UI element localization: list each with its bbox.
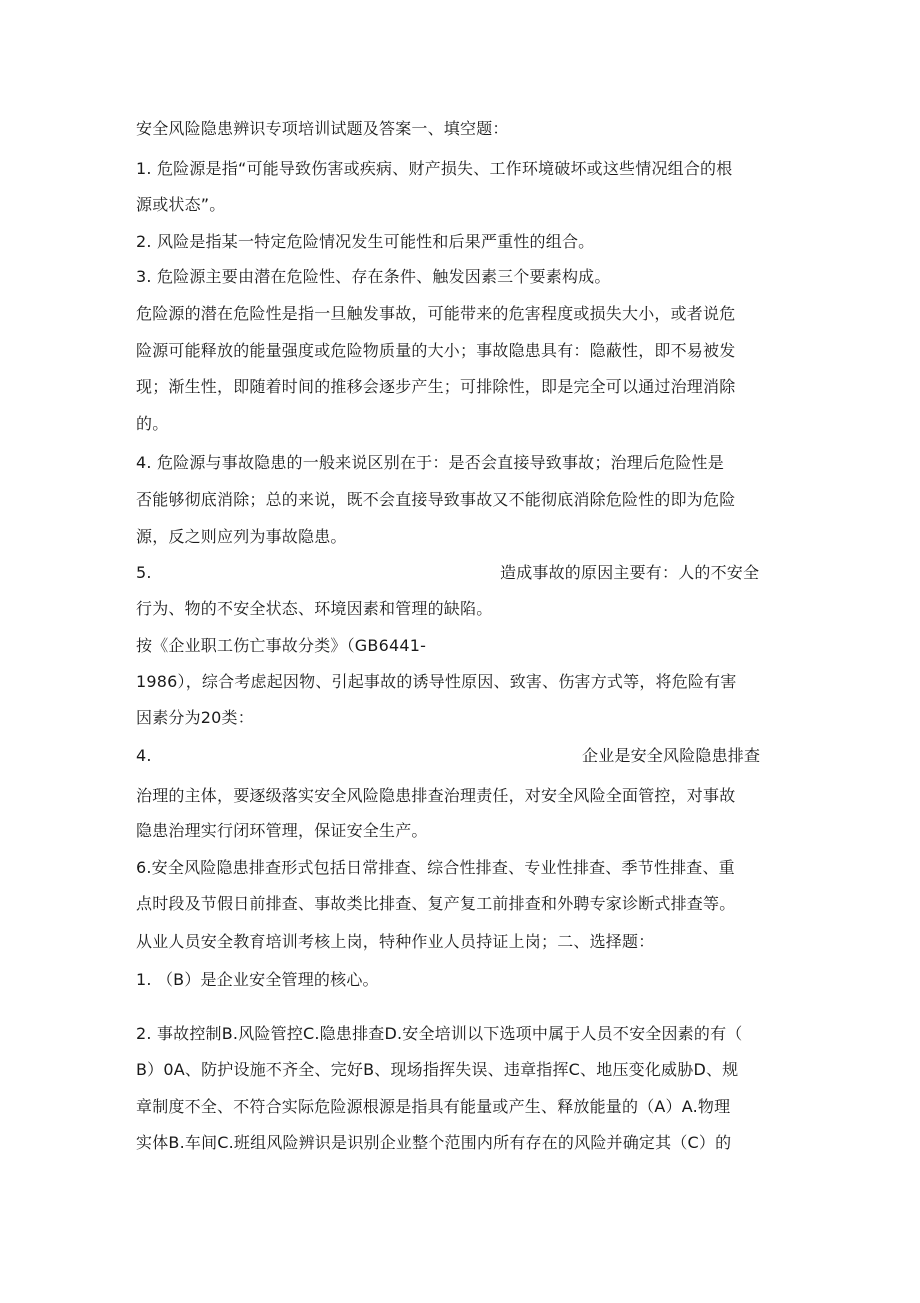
text-line: 造成事故的原因主要有：人的不安全 bbox=[500, 563, 760, 582]
text-line: 按《企业职工伤亡事故分类》（GB6441- bbox=[136, 636, 427, 655]
text-line: 5. bbox=[136, 563, 152, 582]
text-line: 隐患治理实行闭环管理，保证安全生产。 bbox=[136, 821, 428, 840]
text-line: 4. 危险源与事故隐患的一般来说区别在于：是否会直接导致事故；治理后危险性是 bbox=[136, 453, 724, 472]
text-line: B）0A、防护设施不齐全、完好B、现场指挥失误、违章指挥C、地压变化威胁D、规 bbox=[136, 1060, 739, 1079]
text-line: 治理的主体，要逐级落实安全风险隐患排查治理责任，对安全风险全面管控，对事故 bbox=[136, 786, 736, 805]
text-line: 点时段及节假日前排查、事故类比排查、复产复工前排查和外聘专家诊断式排查等。 bbox=[136, 894, 736, 913]
text-line: 危险源的潜在危险性是指一旦触发事故，可能带来的危害程度或损失大小，或者说危 bbox=[136, 304, 736, 323]
text-line: 实体B.车间C.班组风险辨识是识别企业整个范围内所有存在的风险并确定其（C）的 bbox=[136, 1133, 732, 1152]
text-line: 从业人员安全教育培训考核上岗，特种作业人员持证上岗；二、选择题： bbox=[136, 932, 655, 951]
text-line: 险源可能释放的能量强度或危险物质量的大小；事故隐患具有：隐蔽性，即不易被发 bbox=[136, 341, 736, 360]
text-line: 2. 风险是指某一特定危险情况发生可能性和后果严重性的组合。 bbox=[136, 232, 595, 251]
text-line: 1986），综合考虑起因物、引起事故的诱导性原因、致害、伤害方式等，将危险有害 bbox=[136, 672, 737, 691]
text-line: 4. bbox=[136, 746, 152, 765]
text-line: 源，反之则应列为事故隐患。 bbox=[136, 527, 347, 546]
text-line: 现；渐生性，即随着时间的推移会逐步产生；可排除性，即是完全可以通过治理消除 bbox=[136, 377, 736, 396]
text-line: 2. 事故控制B.风险管控C.隐患排查D.安全培训以下选项中属于人员不安全因素的有（ bbox=[136, 1024, 743, 1043]
text-line: 行为、物的不安全状态、环境因素和管理的缺陷。 bbox=[136, 599, 493, 618]
text-line: 源或状态”。 bbox=[136, 195, 226, 214]
text-line: 章制度不全、不符合实际危险源根源是指具有能量或产生、释放能量的（A）A.物理 bbox=[136, 1097, 731, 1116]
text-line: 3. 危险源主要由潜在危险性、存在条件、触发因素三个要素构成。 bbox=[136, 267, 611, 286]
text-line: 否能够彻底消除；总的来说，既不会直接导致事故又不能彻底消除危险性的即为危险 bbox=[136, 490, 736, 509]
text-line: 6.安全风险隐患排查形式包括日常排查、综合性排查、专业性排查、季节性排查、重 bbox=[136, 858, 735, 877]
text-line: 1. 危险源是指“可能导致伤害或疾病、财产损失、工作环境破坏或这些情况组合的根 bbox=[136, 159, 733, 178]
heading-line: 安全风险隐患辨识专项培训试题及答案一、填空题： bbox=[136, 119, 509, 138]
text-line: 企业是安全风险隐患排查 bbox=[582, 746, 761, 765]
text-line: 1. （B）是企业安全管理的核心。 bbox=[136, 970, 379, 989]
text-line: 因素分为20类： bbox=[136, 708, 254, 727]
text-line: 的。 bbox=[136, 414, 169, 433]
